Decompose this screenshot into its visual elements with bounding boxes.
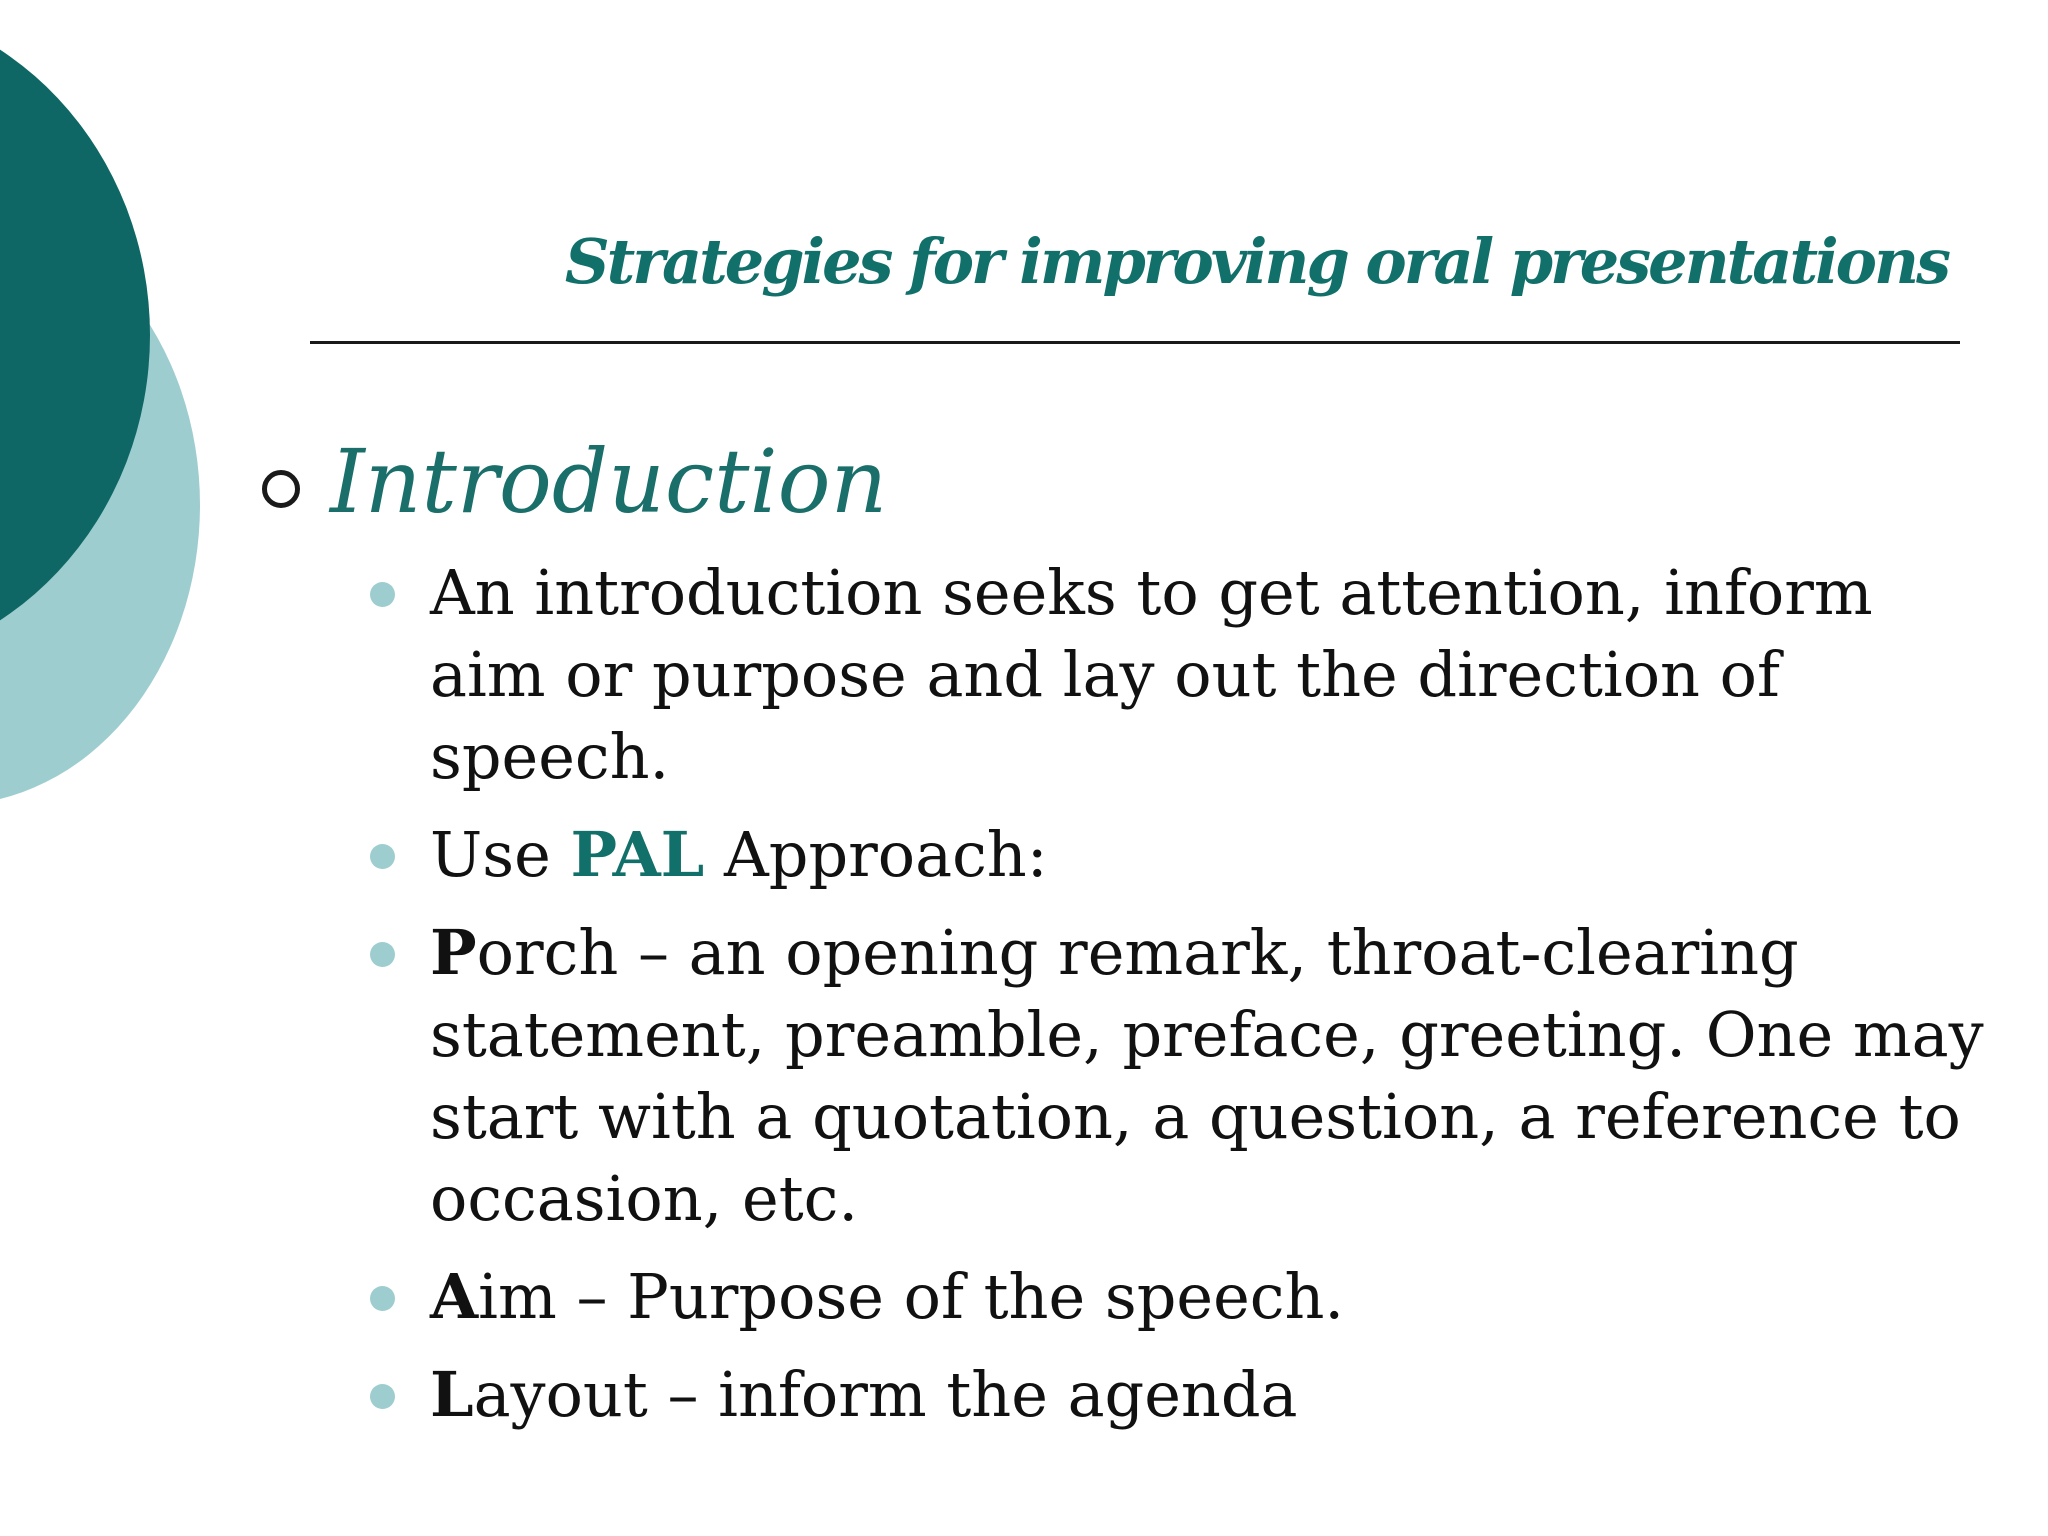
ring-bullet-icon [262,470,300,508]
bullet-dot-icon [370,582,395,607]
bullet-dot-icon [370,1286,395,1311]
bullet-text: im – Purpose of the speech. [478,1260,1345,1333]
bullet-text: An introduction seeks to get attention, inform aim or purpose and lay out the direction of speech. [430,556,1873,793]
list-item [370,1256,1990,1338]
bullet-dot-icon [370,844,395,869]
bullet-text: orch – an opening remark, throat-clearing statement, preamble, preface, greeting. One may start with a quotation, a question, a reference to occasion, etc. [430,916,1984,1235]
bullet-lead-letter: P [430,916,477,989]
bullet-list [370,552,1990,1452]
bullet-text-pre: Use [430,818,571,891]
bullet-text-post: Approach: [704,818,1048,891]
list-item [370,552,1990,798]
bullet-dot-icon [370,942,395,967]
bullet-lead-letter: A [430,1260,479,1333]
list-item [370,1354,1990,1436]
list-item [370,814,1990,896]
bullet-text: ayout – inform the agenda [473,1358,1298,1431]
section-heading [262,430,887,533]
title-divider [310,341,1960,344]
bullet-lead-letter: L [430,1358,474,1431]
pal-highlight: PAL [570,818,705,891]
section-heading-text: Introduction [330,430,888,533]
slide-title: Strategies for improving oral presentations [564,225,1948,298]
list-item [370,912,1990,1240]
bullet-dot-icon [370,1384,395,1409]
